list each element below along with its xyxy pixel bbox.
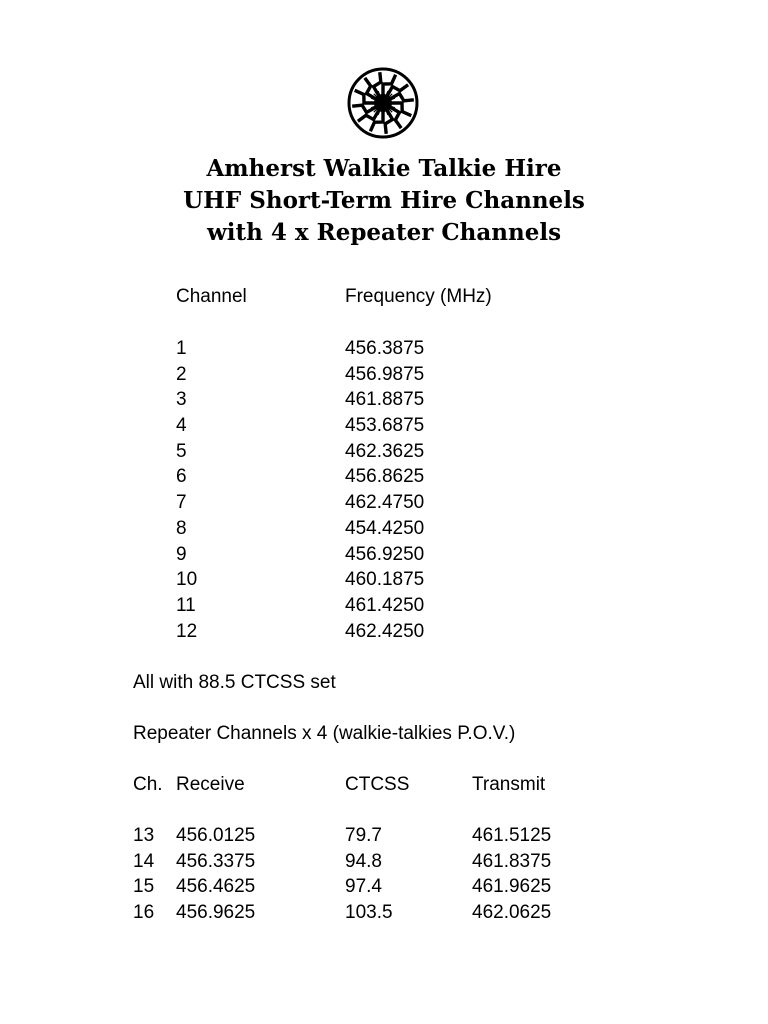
repeater-receive: 456.3375 — [176, 850, 256, 872]
repeater-receive: 456.0125 — [176, 825, 256, 846]
channel-frequency: 456.9875 — [345, 363, 425, 385]
table-row — [176, 569, 506, 595]
repeater-channel: 16 — [133, 902, 155, 924]
table-row — [133, 825, 633, 851]
channel-frequency: 461.8875 — [345, 389, 425, 411]
channel-list — [176, 338, 506, 646]
channel-frequency: 456.3875 — [345, 338, 425, 359]
table-row — [176, 415, 506, 441]
channel-number: 7 — [176, 492, 187, 514]
table-row — [176, 338, 506, 364]
repeater-channel: 13 — [133, 825, 155, 846]
channel-frequency: 453.6875 — [345, 415, 425, 437]
table-row — [176, 621, 506, 647]
repeater-receive: 456.9625 — [176, 902, 256, 924]
wheel-spoke — [385, 110, 392, 134]
channel-number: 6 — [176, 466, 187, 488]
channel-number: 5 — [176, 440, 187, 462]
repeater-transmit: 462.0625 — [472, 902, 552, 924]
channel-number: 12 — [176, 620, 198, 642]
channel-number: 2 — [176, 363, 187, 385]
ctcss-column-header: CTCSS — [345, 774, 410, 795]
channel-column-header: Channel — [176, 286, 247, 307]
wheel-spoke — [374, 72, 381, 96]
table-row — [176, 466, 506, 492]
repeater-ctcss: 97.4 — [345, 876, 382, 898]
repeater-table-header — [133, 774, 633, 798]
wheel-spoke — [352, 105, 376, 112]
repeater-ctcss: 79.7 — [345, 825, 382, 846]
channel-frequency: 456.9250 — [345, 543, 425, 565]
sun-wheel-icon — [347, 67, 419, 139]
repeater-transmit: 461.5125 — [472, 825, 552, 846]
receive-column-header: Receive — [176, 774, 245, 795]
repeater-ctcss: 94.8 — [345, 850, 382, 872]
channel-number: 1 — [176, 338, 187, 359]
ch-column-header: Ch. — [133, 774, 163, 795]
channel-number: 10 — [176, 569, 198, 591]
channel-number: 8 — [176, 517, 187, 539]
table-row — [176, 389, 506, 415]
channel-frequency: 461.4250 — [345, 594, 425, 616]
repeater-transmit: 461.9625 — [472, 876, 552, 898]
table-row — [176, 544, 506, 570]
wheel-spoke — [390, 94, 414, 101]
channel-frequency: 454.4250 — [345, 517, 425, 539]
sun-wheel-logo — [347, 67, 419, 139]
repeater-ctcss: 103.5 — [345, 902, 393, 924]
channel-number: 11 — [176, 594, 196, 616]
repeater-transmit: 461.8375 — [472, 850, 552, 872]
repeater-channel: 14 — [133, 850, 155, 872]
channel-number: 4 — [176, 415, 187, 437]
title-line-3: with 4 x Repeater Channels — [206, 219, 562, 246]
channel-number: 9 — [176, 543, 187, 565]
repeater-list — [133, 825, 633, 928]
channel-frequency: 462.4250 — [345, 620, 425, 642]
table-row — [176, 518, 506, 544]
title-line-2: UHF Short-Term Hire Channels — [183, 187, 585, 214]
repeater-heading: Repeater Channels x 4 (walkie-talkies P.O.V.) — [133, 723, 516, 744]
table-row — [176, 595, 506, 621]
transmit-column-header: Transmit — [472, 774, 546, 795]
title-line-1: Amherst Walkie Talkie Hire — [206, 155, 562, 182]
table-row — [176, 492, 506, 518]
table-row — [176, 364, 506, 390]
document-title — [0, 153, 768, 249]
channel-frequency: 460.1875 — [345, 569, 425, 591]
repeater-receive: 456.4625 — [176, 876, 256, 898]
ctcss-note: All with 88.5 CTCSS set — [133, 672, 336, 693]
table-row — [133, 851, 633, 877]
table-row — [133, 876, 633, 902]
channel-frequency: 456.8625 — [345, 466, 425, 488]
channel-number: 3 — [176, 389, 187, 411]
frequency-column-header: Frequency (MHz) — [345, 286, 492, 307]
table-row — [133, 902, 633, 928]
table-row — [176, 441, 506, 467]
repeater-channel: 15 — [133, 876, 155, 898]
channel-frequency: 462.4750 — [345, 492, 425, 514]
channel-frequency: 462.3625 — [345, 440, 425, 462]
